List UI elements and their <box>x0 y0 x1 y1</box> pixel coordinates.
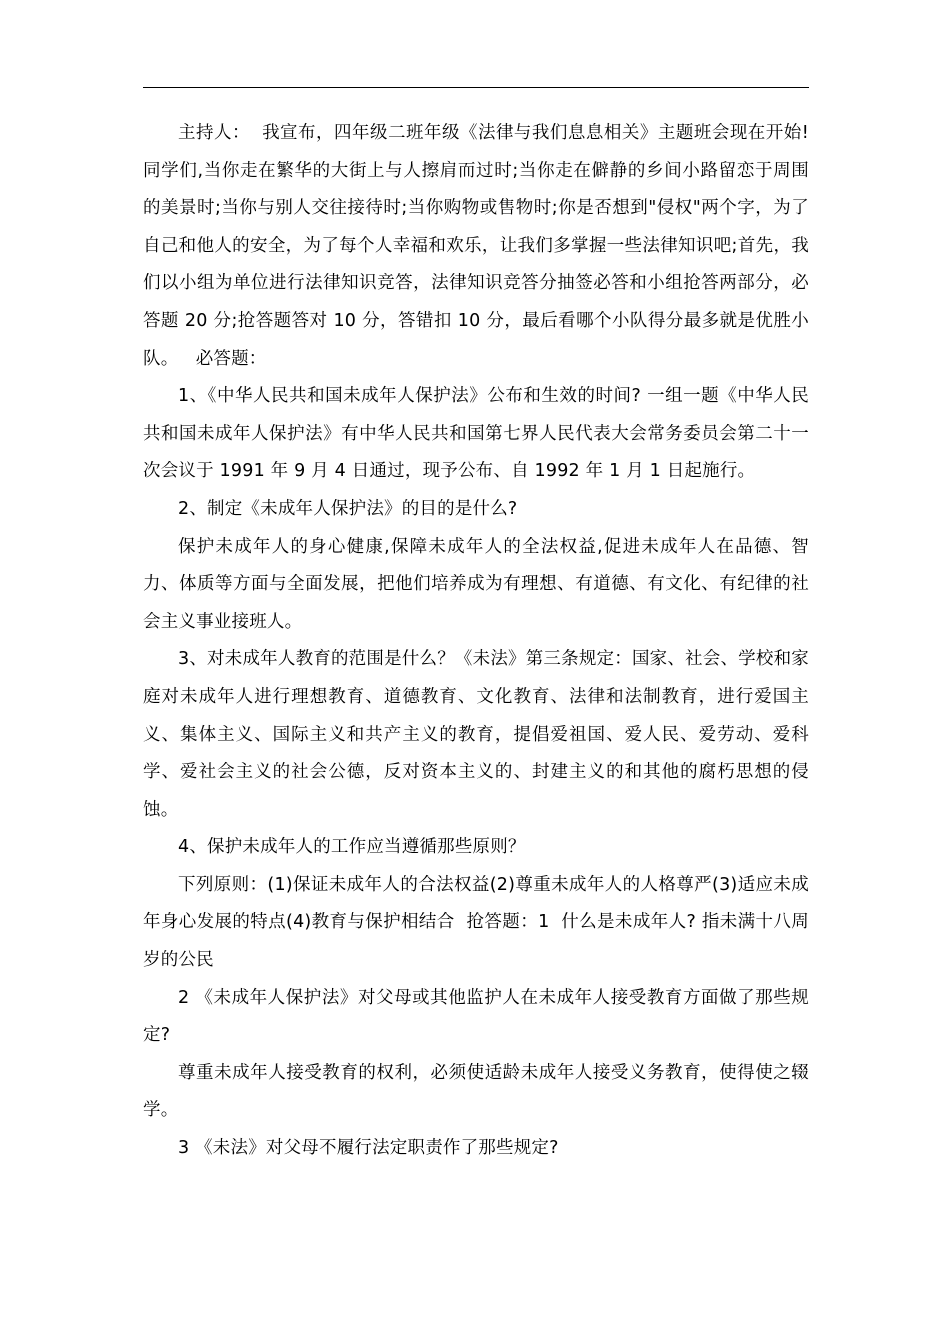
paragraph-answer-2: 保护未成年人的身心健康,保障未成年人的全法权益,促进未成年人在品德、智力、体质等方面与全面发展，把他们培养成为有理想、有道德、有文化、有纪律的社会主义事业接班人。 <box>143 536 809 632</box>
paragraph-question-2: 2、制定《未成年人保护法》的目的是什么? <box>178 498 518 519</box>
paragraph-quick-question-3: 3 《未法》对父母不履行法定职责作了那些规定? <box>178 1138 559 1159</box>
header-rule <box>143 87 809 88</box>
paragraph-question-4: 4、保护未成年人的工作应当遵循那些原则？ <box>178 837 526 858</box>
paragraph-question-3: 3、对未成年人教育的范围是什么？《未法》第三条规定：国家、社会、学校和家庭对未成年人进行理想教育、道德教育、文化教育、法律和法制教育，进行爱国主义、集体主义、国际主义和共产主义的教育，提倡爱祖国、爱人民、爱劳动、爱科学、爱社会主义的社会公德，反对资本主义的、封建主义的和其他的腐朽思想的侵蚀。 <box>143 649 809 820</box>
paragraph-question-1: 1、《中华人民共和国未成年人保护法》公布和生效的时间? 一组一题《中华人民共和国未成年人保护法》有中华人民共和国第七界人民代表大会常务委员会第二十一次会议于 1991 年 9 月 4 日通过，现予公布、自 1992 年 1 月 1 日起施行。 <box>143 386 809 482</box>
paragraph-quick-question-2: 2 《未成年人保护法》对父母或其他监护人在未成年人接受教育方面做了那些规定? <box>143 987 809 1046</box>
document-body <box>143 115 815 1168</box>
paragraph-quick-answer-2: 尊重未成年人接受教育的权利，必须使适龄未成年人接受义务教育，使得使之辍学。 <box>143 1062 809 1121</box>
paragraph-answer-4: 下列原则：(1)保证未成年人的合法权益(2)尊重未成年人的人格尊严(3)适应未成年身心发展的特点(4)教育与保护相结合 抢答题：1 什么是未成年人? 指未满十八周岁的公民 <box>143 874 809 971</box>
paragraph-intro: 主持人： 我宣布，四年级二班年级《法律与我们息息相关》主题班会现在开始! 同学们,当你走在繁华的大街上与人擦肩而过时;当你走在僻静的乡间小路留恋于周围的美景时;当你与别人交往接待时;当你购物或售物时;你是否想到"侵权"两个字，为了自己和他人的安全，为了每个人幸福和欢乐，让我们多掌握一些法律知识吧;首先，我们以小组为单位进行法律知识竞答，法律知识竞答分抽签必答和小组抢答两部分，必答题 20 分;抢答题答对 10 分，答错扣 10 分，最后看哪个小队得分最多就是优胜小队。 必答题： <box>143 123 815 369</box>
